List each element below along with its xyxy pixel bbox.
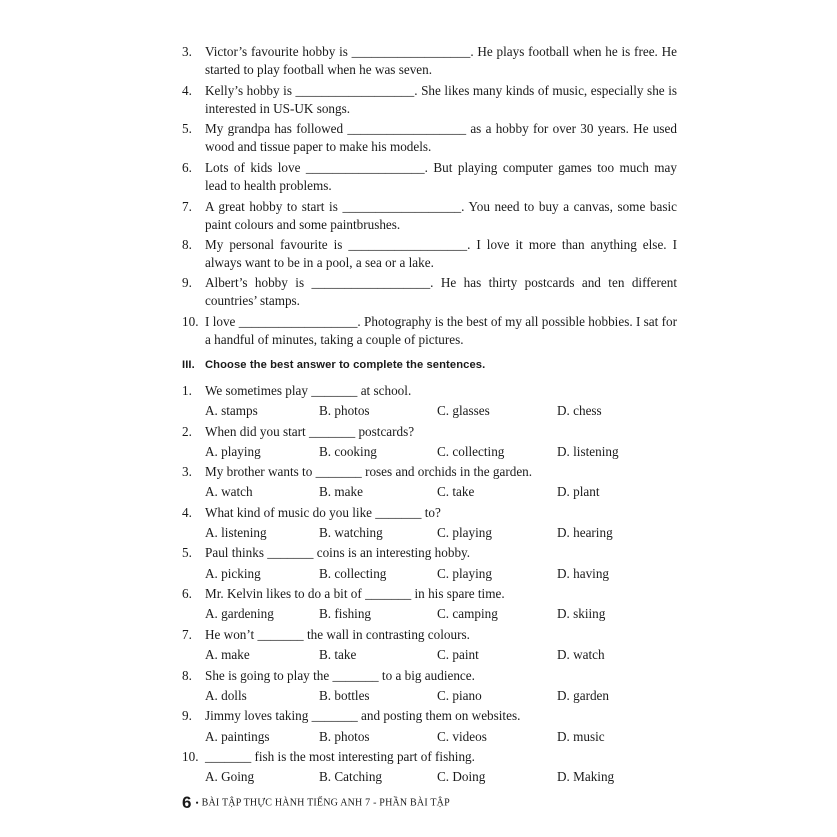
option-b: B. cooking <box>319 444 377 459</box>
option-c: C. playing <box>437 525 492 540</box>
option-d: D. hearing <box>557 525 613 540</box>
question-text: When did you start _______ postcards? <box>205 424 415 439</box>
item-number: 4. <box>182 83 192 98</box>
option-c: C. videos <box>437 729 487 744</box>
item-text: My personal favourite is __________________. I love it more than anything else. I always want to be in a pool, a sea or a lake. <box>205 237 677 270</box>
options-10 <box>205 768 675 786</box>
options-7 <box>205 646 675 664</box>
question-number: 10. <box>182 749 199 764</box>
section-roman-numeral: III. <box>182 359 195 371</box>
fill-item-6 <box>182 159 677 195</box>
item-number: 5. <box>182 121 192 136</box>
options-9 <box>205 728 675 746</box>
option-a: A. picking <box>205 566 261 581</box>
option-b: B. watching <box>319 525 383 540</box>
option-c: C. take <box>437 484 475 499</box>
option-b: B. fishing <box>319 606 372 621</box>
option-c: C. glasses <box>437 403 490 418</box>
fill-item-10 <box>182 313 677 349</box>
question-number: 9. <box>182 708 192 723</box>
item-text: A great hobby to start is __________________. You need to buy a canvas, some basic paint colours and some paintbrushes. <box>205 199 677 232</box>
item-number: 3. <box>182 44 192 59</box>
question-text: Jimmy loves taking _______ and posting them on websites. <box>205 708 521 723</box>
option-d: D. listening <box>557 444 619 459</box>
question-number: 2. <box>182 424 192 439</box>
item-number: 6. <box>182 160 192 175</box>
option-d: D. garden <box>557 688 609 703</box>
option-a: A. watch <box>205 484 253 499</box>
option-c: C. Doing <box>437 769 486 784</box>
item-text: Lots of kids love __________________. But playing computer games too much may lead to health problems. <box>205 160 677 193</box>
options-3 <box>205 483 675 501</box>
option-a: A. make <box>205 647 250 662</box>
option-b: B. Catching <box>319 769 383 784</box>
question-number: 8. <box>182 668 192 683</box>
option-a: A. listening <box>205 525 267 540</box>
options-1 <box>205 402 675 420</box>
options-6 <box>205 605 675 623</box>
page-footer <box>182 793 450 813</box>
option-a: A. Going <box>205 769 255 784</box>
option-a: A. gardening <box>205 606 274 621</box>
options-4 <box>205 524 675 542</box>
option-b: B. bottles <box>319 688 370 703</box>
item-text: I love __________________. Photography is the best of my all possible hobbies. I sat for a handful of minutes, taking a couple of pictures. <box>205 314 677 347</box>
item-text: Victor’s favourite hobby is __________________. He plays football when he is free. He started to play football when he was seven. <box>205 44 677 77</box>
option-d: D. music <box>557 729 605 744</box>
item-number: 10. <box>182 314 199 329</box>
option-d: D. Making <box>557 769 615 784</box>
fill-item-8 <box>182 236 677 272</box>
question-number: 4. <box>182 505 192 520</box>
option-d: D. watch <box>557 647 605 662</box>
item-number: 9. <box>182 275 192 290</box>
option-b: B. collecting <box>319 566 387 581</box>
bullet-icon: • <box>195 798 199 808</box>
question-text: My brother wants to _______ roses and orchids in the garden. <box>205 464 533 479</box>
question-text: _______ fish is the most interesting part of fishing. <box>205 749 475 764</box>
item-text: Albert’s hobby is __________________. He has thirty postcards and ten different countries’ stamps. <box>205 275 677 308</box>
section-title: Choose the best answer to complete the sentences. <box>205 359 486 371</box>
option-b: B. take <box>319 647 357 662</box>
option-a: A. dolls <box>205 688 247 703</box>
question-number: 3. <box>182 464 192 479</box>
option-a: A. stamps <box>205 403 258 418</box>
question-text: What kind of music do you like _______ to? <box>205 505 441 520</box>
option-a: A. playing <box>205 444 261 459</box>
fill-item-3 <box>182 43 677 79</box>
item-text: Kelly’s hobby is __________________. She likes many kinds of music, especially she is interested in US-UK songs. <box>205 83 677 116</box>
question-number: 6. <box>182 586 192 601</box>
option-c: C. playing <box>437 566 492 581</box>
question-number: 1. <box>182 383 192 398</box>
option-c: C. piano <box>437 688 482 703</box>
option-d: D. chess <box>557 403 602 418</box>
question-text: We sometimes play _______ at school. <box>205 383 412 398</box>
page-number: 6 <box>182 793 192 812</box>
section-heading <box>182 359 485 371</box>
options-8 <box>205 687 675 705</box>
option-a: A. paintings <box>205 729 270 744</box>
option-c: C. paint <box>437 647 479 662</box>
option-b: B. make <box>319 484 363 499</box>
option-c: C. camping <box>437 606 498 621</box>
item-number: 8. <box>182 237 192 252</box>
question-text: Paul thinks _______ coins is an interesting hobby. <box>205 545 471 560</box>
item-number: 7. <box>182 199 192 214</box>
option-c: C. collecting <box>437 444 505 459</box>
option-d: D. having <box>557 566 610 581</box>
option-d: D. skiing <box>557 606 606 621</box>
fill-item-9 <box>182 274 677 310</box>
item-text: My grandpa has followed __________________ as a hobby for over 30 years. He used wood and tissue paper to make his models. <box>205 121 677 154</box>
fill-item-5 <box>182 120 677 156</box>
option-b: B. photos <box>319 403 370 418</box>
question-number: 5. <box>182 545 192 560</box>
question-text: He won’t _______ the wall in contrasting colours. <box>205 627 470 642</box>
question-text: She is going to play the _______ to a big audience. <box>205 668 475 683</box>
option-d: D. plant <box>557 484 600 499</box>
question-text: Mr. Kelvin likes to do a bit of _______ in his spare time. <box>205 586 505 601</box>
option-b: B. photos <box>319 729 370 744</box>
options-5 <box>205 565 675 583</box>
fill-item-7 <box>182 198 677 234</box>
fill-item-4 <box>182 82 677 118</box>
question-number: 7. <box>182 627 192 642</box>
options-2 <box>205 443 675 461</box>
book-title: BÀI TẬP THỰC HÀNH TIẾNG ANH 7 - PHẦN BÀI TẬP <box>201 797 450 809</box>
